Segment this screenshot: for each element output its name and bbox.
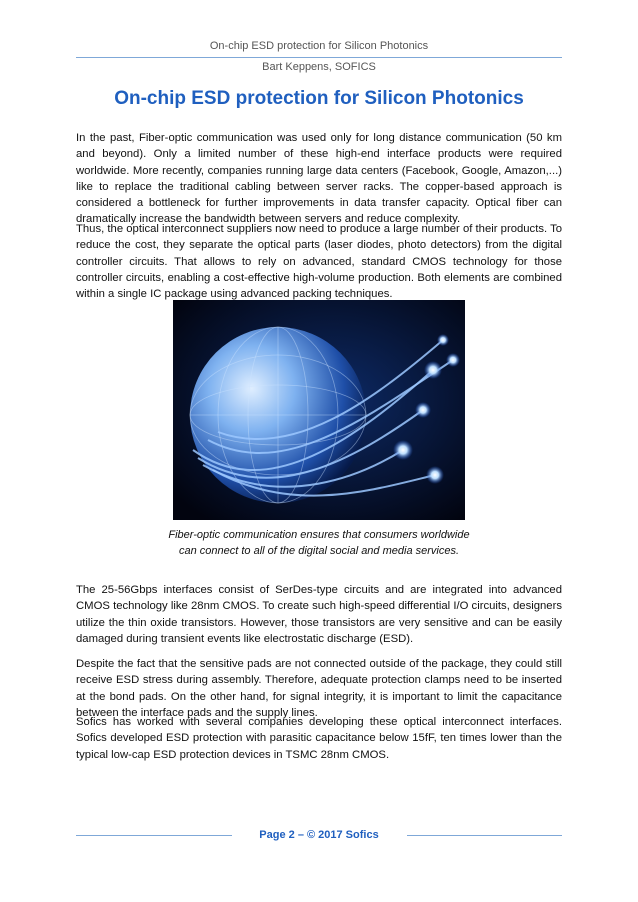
figure-caption [140, 527, 498, 559]
document-title: On-chip ESD protection for Silicon Photonics [114, 88, 524, 109]
paragraph-2: Thus, the optical interconnect suppliers now need to produce a large number of their products. To reduce the cost, they separate the optical parts (laser diodes, photo detectors) from the digital controller circuits. That allows to rely on advanced, standard CMOS technology for those controller circuits, enabling a cost-effective high-volume production. Both elements are combined within a single IC package using advanced packing techniques. [76, 223, 562, 301]
paragraph-3: The 25-56Gbps interfaces consist of SerDes-type circuits and are integrated into advanced CMOS technology like 28nm CMOS. To create such high-speed differential I/O circuits, designers utilize the thin oxide transistors. However, those transistors are very sensitive and can be easily damaged during transient events like electrostatic discharge (ESD). [76, 584, 562, 645]
footer-page-label: Page 2 – © 2017 Sofics [259, 829, 379, 841]
footer-rule-right [407, 835, 562, 836]
header-rule [76, 57, 562, 58]
fiber-optic-globe-image [173, 300, 465, 520]
running-header-author: Bart Keppens, SOFICS [262, 61, 376, 73]
paragraph-1: In the past, Fiber-optic communication was used only for long distance communication (50 km and beyond). Only a limited number of these high-end interface products were required worldwide. More recently, companies running large data centers (Facebook, Google, Amazon,...) like to replace the traditional cabling between server racks. The copper-based approach is considered a bottleneck for further improvements in data transfer capacity. Optical fiber can dramatically increase the bandwidth between servers and reduce complexity. [76, 132, 562, 226]
paragraph-5: Sofics has worked with several companies developing these optical interconnect interfaces. Sofics developed ESD protection with parasitic capacitance below 15fF, ten times lower than the typical low-cap ESD protection devices in TSMC 28nm CMOS. [76, 716, 562, 761]
paragraph-4: Despite the fact that the sensitive pads are not connected outside of the package, they could still receive ESD stress during assembly. Therefore, adequate protection clamps need to be inserted at the bond pads. On the other hand, for signal integrity, it is important to limit the capacitance between the interface pads and the supply lines. [76, 658, 562, 719]
running-header-title: On-chip ESD protection for Silicon Photonics [209, 40, 429, 52]
caption-line-2: can connect to all of the digital social and media services. [178, 545, 460, 557]
caption-line-1: Fiber-optic communication ensures that consumers worldwide [168, 529, 470, 541]
